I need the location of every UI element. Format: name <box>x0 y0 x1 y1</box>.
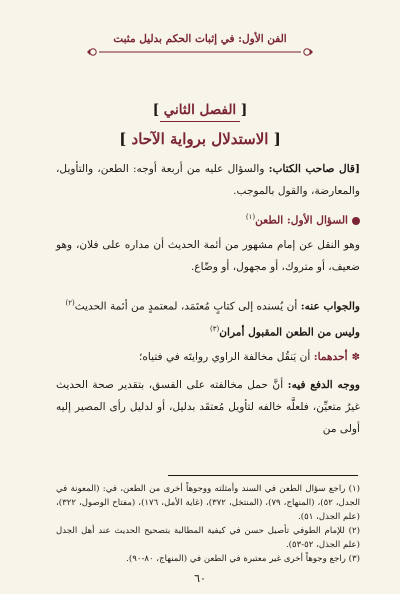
footnote-3: (٣) راجع وجوهاً أخرى غير معتبرة في الطعن في (المنهاج، ٨٠-٩٠). <box>126 554 360 564</box>
footnote-ref-2[interactable]: (٢) <box>65 299 75 307</box>
star-bullet-icon: ✽ <box>351 352 360 363</box>
chapter-underline <box>160 121 240 122</box>
bullet-icon <box>352 217 360 225</box>
paragraph-first-matter: ✽أحدهما: أن يَنقُل مخالفة الراوي روايتَه في فتياه؛ <box>139 351 360 363</box>
chapter-heading: [ الفصل الثاني ] <box>152 102 248 118</box>
footnote-1: (١) راجع سؤال الطعن في السند وأمثلته ووجوهاً أخرى من الطعن، في: (المعونة في الجدل، ٥٢)، (المنهاج، ٧٩)، (المنتخل، ٣٧٢)، (غاية الأمل، ١٧٦)، (مفتاح الوصول، ٣٢٢)، (علم الجذل، ٥١). <box>56 484 360 522</box>
section-title: [ الاستدلال برواية الآحاد ] <box>119 130 281 148</box>
paragraph-definition: وهو النقل عن إمام مشهور من أئمة الحديث أن مداره على فلان، وهو ضعيف، أو متروك، أو مجهول، أو وضّاع. <box>56 239 360 273</box>
footnote-ref-1[interactable]: (١) <box>245 213 256 221</box>
running-header <box>85 30 315 56</box>
page-number: ٦٠ <box>194 572 206 585</box>
footnote-divider <box>168 475 358 476</box>
paragraph-intro: [قال صاحب الكتاب: والسؤال عليه من أربعة أوجه: الطعن، والتأويل، والمعارضة، والقول بالموجب. <box>56 163 360 197</box>
paragraph-rebuttal: ووجه الدفع فيه: أنَّ حمل مخالفته على الفسق، بتقدير صحة الحديث غيرُ متعيِّن، فلعلَّه خالفه لتأويل مُعتقَد بدليل، أو لدليل رأى المصير إليه أولى من <box>56 379 360 435</box>
footnote-ref-3[interactable]: (٣) <box>209 325 220 333</box>
paragraph-question-one: السؤال الأول: الطعن$^{(١)}$ <box>56 206 360 232</box>
footnote-2: (٢) للإمام الطوفي تأصيل حسن في كيفية المطالبة بتصحيح الحديث عند أهل الجدل (علم الجذل، ٥٢-٥٣). <box>56 526 360 550</box>
header-title: الفن الأول: في إثبات الحكم بدليل مثبت <box>113 33 287 45</box>
section-title-text: الاستدلال برواية الآحاد <box>131 130 269 148</box>
paragraph-answer: والجواب عنه: أن يُسنده إلى كتابٍ مُعتَمَد، لمعتمدٍ من أئمة الحديث$^{(٢)}$ <box>65 299 360 313</box>
header-ornament-icon <box>85 47 315 57</box>
chapter-label: الفصل الثاني <box>163 102 237 118</box>
paragraph-not-accepted: وليس من الطعن المقبول أمران$^{(٣)}$ <box>209 325 360 339</box>
